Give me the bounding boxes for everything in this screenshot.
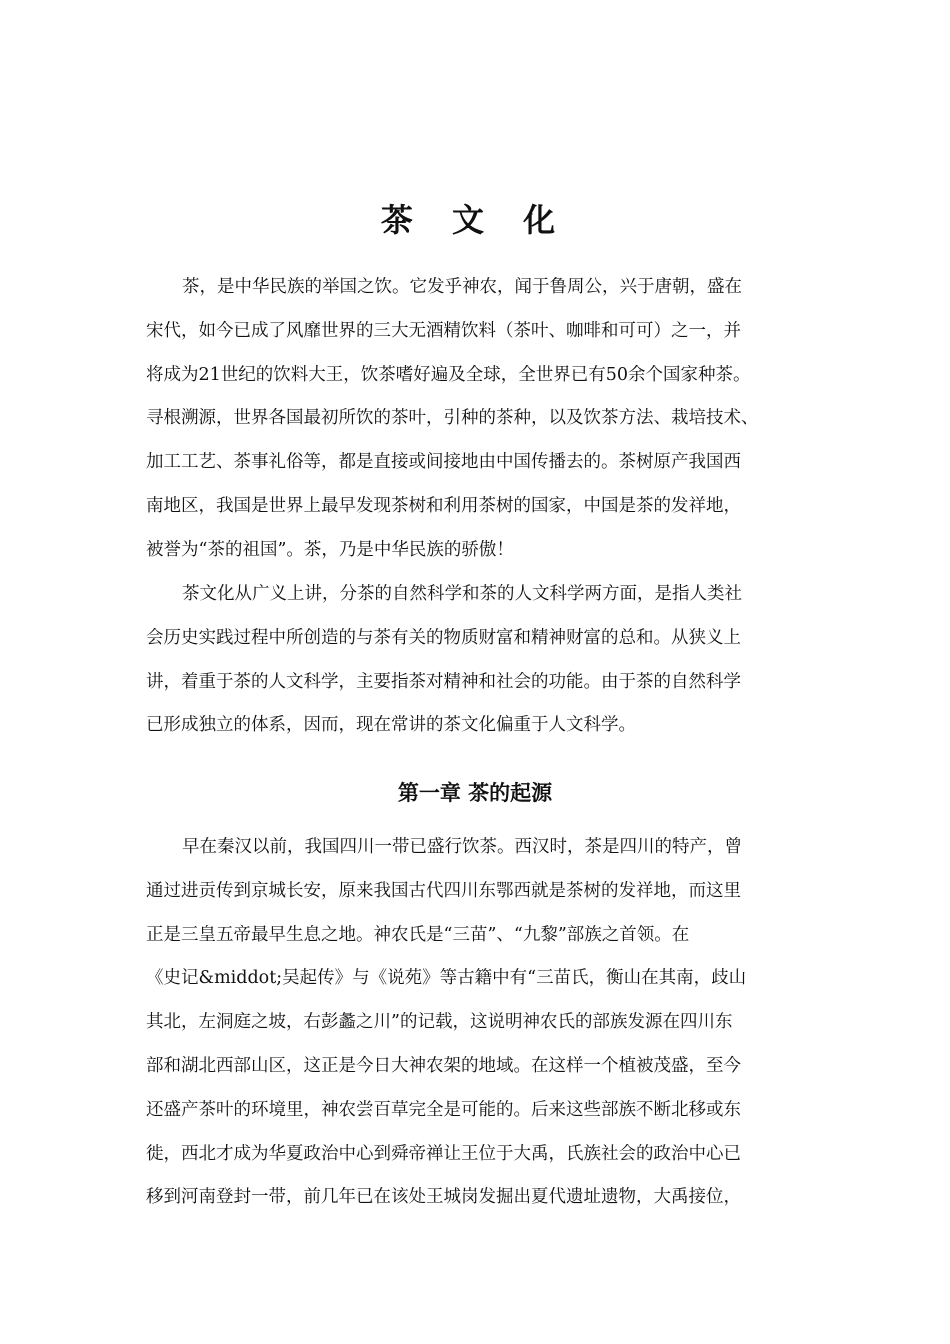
paragraph-line: 移到河南登封一带，前几年已在该处王城岗发掘出夏代遗址遗物，大禹接位，: [146, 1187, 741, 1208]
paragraph-line: 讲，着重于茶的人文科学，主要指茶对精神和社会的功能。由于茶的自然科学: [146, 671, 741, 692]
paragraph-line: 《史记&middot;吴起传》与《说苑》等古籍中有“三苗氏，衡山在其南，歧山: [146, 968, 747, 989]
paragraph-line: 宋代，如今已成了风靡世界的三大无酒精饮料（茶叶、咖啡和可可）之一，并: [146, 320, 741, 341]
paragraph-line: 会历史实践过程中所创造的与茶有关的物质财富和精神财富的总和。从狭义上: [146, 627, 741, 648]
paragraph-line: 正是三皇五帝最早生息之地。神农氏是“三苗”、“九黎”部族之首领。在: [146, 924, 690, 945]
paragraph-line: 还盛产茶叶的环境里，神农尝百草完全是可能的。后来这些部族不断北移或东: [146, 1099, 741, 1120]
chapter-heading: 第一章 茶的起源: [397, 781, 553, 805]
paragraph-line: 茶，是中华民族的举国之饮。它发乎神农，闻于鲁周公，兴于唐朝，盛在: [182, 277, 742, 297]
paragraph-line: 通过进贡传到京城长安，原来我国古代四川东鄂西就是茶树的发祥地，而这里: [146, 880, 741, 901]
paragraph-line: 加工工艺、茶事礼俗等，都是直接或间接地由中国传播去的。茶树原产我国西: [146, 452, 741, 473]
paragraph-line: 南地区，我国是世界上最早发现茶树和利用茶树的国家，中国是茶的发祥地，: [146, 495, 741, 516]
paragraph-line: 部和湖北西部山区，这正是今日大神农架的地域。在这样一个植被茂盛，至今: [146, 1055, 741, 1076]
document-title: 茶 文 化: [380, 201, 570, 239]
paragraph-line: 将成为21世纪的饮料大王，饮茶嗜好遍及全球，全世界已有50余个国家种茶。: [146, 364, 751, 385]
definition-paragraph: [146, 573, 810, 748]
paragraph-line: 徙，西北才成为华夏政治中心到舜帝禅让王位于大禹，氏族社会的政治中心已: [146, 1143, 741, 1164]
paragraph-line: 早在秦汉以前，我国四川一带已盛行饮茶。西汉时，茶是四川的特产，曾: [182, 837, 742, 857]
paragraph-line: 寻根溯源，世界各国最初所饮的茶叶，引种的茶种，以及饮茶方法、栽培技术、: [146, 408, 759, 429]
paragraph-line: 茶文化从广义上讲，分茶的自然科学和茶的人文科学两方面，是指人类社: [182, 584, 742, 604]
chapter-paragraph: [146, 826, 810, 1220]
paragraph-line: 已形成独立的体系，因而，现在常讲的茶文化偏重于人文科学。: [146, 715, 636, 736]
paragraph-line: 被誉为“茶的祖国”。茶，乃是中华民族的骄傲！: [146, 539, 514, 560]
intro-paragraph: [146, 266, 810, 573]
paragraph-line: 其北，左洞庭之坡，右彭蠡之川”的记载，这说明神农氏的部族发源在四川东: [146, 1012, 733, 1033]
